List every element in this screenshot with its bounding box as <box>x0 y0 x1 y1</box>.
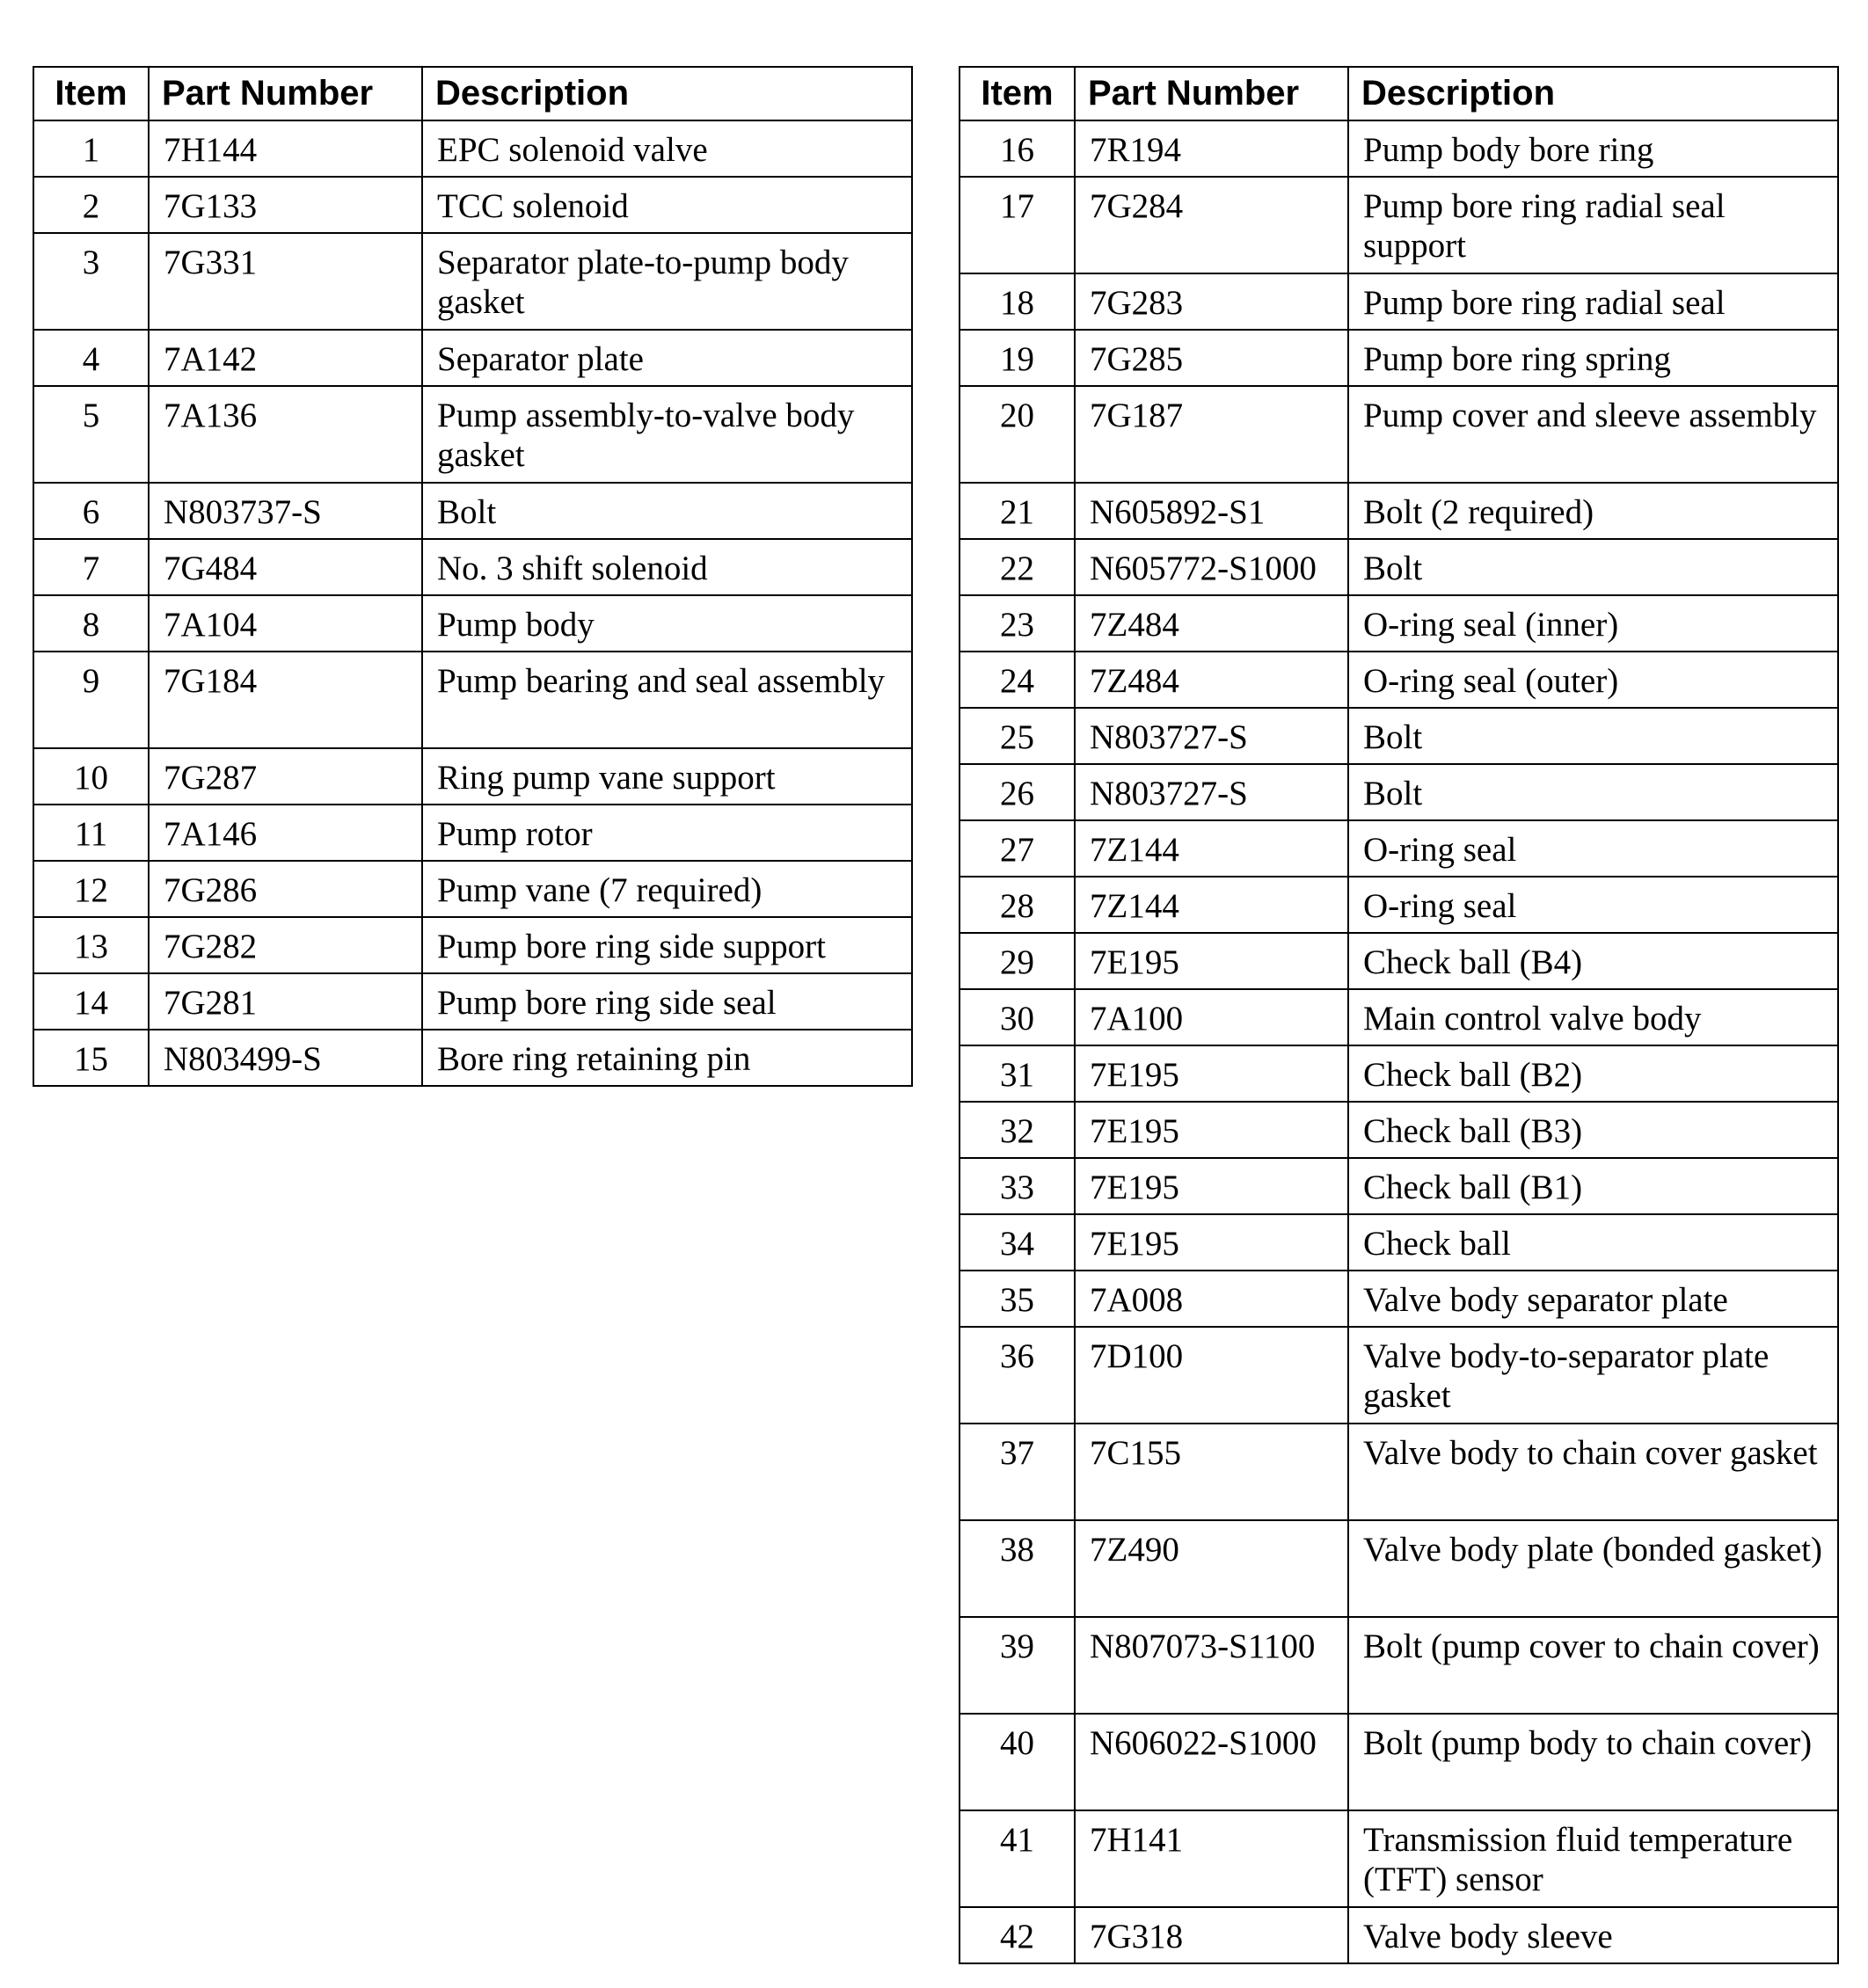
part-number-cell: N606022-S1000 <box>1075 1714 1348 1810</box>
table-row <box>960 1102 1838 1158</box>
item-cell: 32 <box>960 1102 1075 1158</box>
description-cell: Bolt <box>1348 708 1838 764</box>
part-number-cell: 7Z144 <box>1075 820 1348 877</box>
table-row <box>960 1810 1838 1907</box>
item-cell: 15 <box>33 1030 149 1086</box>
part-number-cell: 7A008 <box>1075 1271 1348 1327</box>
table-header-row <box>960 67 1838 120</box>
table-row <box>960 539 1838 595</box>
description-cell: Separator plate <box>422 330 912 386</box>
table-row <box>960 483 1838 539</box>
description-cell: Pump vane (7 required) <box>422 861 912 917</box>
table-row <box>960 1158 1838 1214</box>
item-cell: 14 <box>33 973 149 1030</box>
description-cell: EPC solenoid valve <box>422 120 912 177</box>
description-cell: Check ball (B3) <box>1348 1102 1838 1158</box>
part-number-cell: 7G184 <box>149 652 422 748</box>
item-cell: 26 <box>960 764 1075 820</box>
table-row <box>960 595 1838 652</box>
item-cell: 24 <box>960 652 1075 708</box>
part-number-cell: 7G283 <box>1075 273 1348 330</box>
item-cell: 5 <box>33 386 149 483</box>
description-cell: Pump bearing and seal assembly <box>422 652 912 748</box>
parts-table-right <box>959 66 1839 1964</box>
item-cell: 19 <box>960 330 1075 386</box>
part-number-cell: 7Z484 <box>1075 652 1348 708</box>
item-cell: 21 <box>960 483 1075 539</box>
part-number-cell: 7G281 <box>149 973 422 1030</box>
parts-table-left <box>33 66 913 1087</box>
item-cell: 11 <box>33 805 149 861</box>
item-cell: 16 <box>960 120 1075 177</box>
table-row <box>33 748 912 805</box>
part-number-cell: 7Z490 <box>1075 1520 1348 1617</box>
part-number-cell: N803727-S <box>1075 708 1348 764</box>
part-number-cell: 7Z484 <box>1075 595 1348 652</box>
description-cell: Valve body to chain cover gasket <box>1348 1424 1838 1520</box>
item-cell: 10 <box>33 748 149 805</box>
description-cell: O-ring seal <box>1348 820 1838 877</box>
part-number-cell: 7A142 <box>149 330 422 386</box>
description-cell: Pump bore ring side seal <box>422 973 912 1030</box>
item-cell: 39 <box>960 1617 1075 1714</box>
item-cell: 25 <box>960 708 1075 764</box>
item-cell: 30 <box>960 989 1075 1045</box>
item-cell: 40 <box>960 1714 1075 1810</box>
table-row <box>960 1045 1838 1102</box>
table-row <box>960 1617 1838 1714</box>
item-cell: 20 <box>960 386 1075 483</box>
part-number-cell: 7G284 <box>1075 177 1348 273</box>
table-row <box>960 386 1838 483</box>
part-number-cell: 7A146 <box>149 805 422 861</box>
description-cell: Ring pump vane support <box>422 748 912 805</box>
part-number-cell: N605892-S1 <box>1075 483 1348 539</box>
table-row <box>33 1030 912 1086</box>
part-number-cell: 7G285 <box>1075 330 1348 386</box>
item-cell: 34 <box>960 1214 1075 1271</box>
description-cell: Pump bore ring side support <box>422 917 912 973</box>
part-number-cell: 7G187 <box>1075 386 1348 483</box>
table-row <box>960 1907 1838 1963</box>
part-number-cell: 7Z144 <box>1075 877 1348 933</box>
header-part-number: Part Number <box>149 67 422 120</box>
item-cell: 41 <box>960 1810 1075 1907</box>
part-number-cell: 7E195 <box>1075 1045 1348 1102</box>
part-number-cell: 7G484 <box>149 539 422 595</box>
table-row <box>33 539 912 595</box>
table-row <box>960 1271 1838 1327</box>
item-cell: 9 <box>33 652 149 748</box>
part-number-cell: 7A104 <box>149 595 422 652</box>
table-header-row <box>33 67 912 120</box>
part-number-cell: 7A136 <box>149 386 422 483</box>
description-cell: Pump body bore ring <box>1348 120 1838 177</box>
table-row <box>33 861 912 917</box>
description-cell: Pump body <box>422 595 912 652</box>
item-cell: 27 <box>960 820 1075 877</box>
description-cell: O-ring seal (outer) <box>1348 652 1838 708</box>
part-number-cell: 7A100 <box>1075 989 1348 1045</box>
description-cell: Pump bore ring radial seal support <box>1348 177 1838 273</box>
description-cell: Bolt <box>422 483 912 539</box>
table-row <box>960 1714 1838 1810</box>
description-cell: Main control valve body <box>1348 989 1838 1045</box>
description-cell: Bolt (pump body to chain cover) <box>1348 1714 1838 1810</box>
item-cell: 3 <box>33 233 149 330</box>
table-row <box>960 1520 1838 1617</box>
table-row <box>960 652 1838 708</box>
table-row <box>960 877 1838 933</box>
description-cell: Pump assembly-to-valve body gasket <box>422 386 912 483</box>
item-cell: 13 <box>33 917 149 973</box>
item-cell: 29 <box>960 933 1075 989</box>
part-number-cell: N803727-S <box>1075 764 1348 820</box>
item-cell: 28 <box>960 877 1075 933</box>
description-cell: Transmission fluid temperature (TFT) sensor <box>1348 1810 1838 1907</box>
table-row <box>33 652 912 748</box>
part-number-cell: 7H144 <box>149 120 422 177</box>
part-number-cell: N807073-S1100 <box>1075 1617 1348 1714</box>
item-cell: 1 <box>33 120 149 177</box>
item-cell: 8 <box>33 595 149 652</box>
description-cell: Valve body-to-separator plate gasket <box>1348 1327 1838 1424</box>
description-cell: Bolt (pump cover to chain cover) <box>1348 1617 1838 1714</box>
part-number-cell: 7G318 <box>1075 1907 1348 1963</box>
item-cell: 12 <box>33 861 149 917</box>
table-row <box>960 989 1838 1045</box>
table-row <box>960 120 1838 177</box>
part-number-cell: 7E195 <box>1075 1214 1348 1271</box>
description-cell: Valve body separator plate <box>1348 1271 1838 1327</box>
table-row <box>33 177 912 233</box>
table-row <box>960 1424 1838 1520</box>
item-cell: 2 <box>33 177 149 233</box>
item-cell: 31 <box>960 1045 1075 1102</box>
header-item: Item <box>960 67 1075 120</box>
part-number-cell: 7E195 <box>1075 933 1348 989</box>
item-cell: 38 <box>960 1520 1075 1617</box>
header-part-number: Part Number <box>1075 67 1348 120</box>
part-number-cell: N803499-S <box>149 1030 422 1086</box>
table-row <box>33 233 912 330</box>
table-row <box>33 120 912 177</box>
table-row <box>960 820 1838 877</box>
description-cell: Pump bore ring spring <box>1348 330 1838 386</box>
table-row <box>960 330 1838 386</box>
part-number-cell: 7G331 <box>149 233 422 330</box>
item-cell: 36 <box>960 1327 1075 1424</box>
item-cell: 18 <box>960 273 1075 330</box>
table-row <box>960 933 1838 989</box>
header-description: Description <box>1348 67 1838 120</box>
description-cell: Separator plate-to-pump body gasket <box>422 233 912 330</box>
part-number-cell: 7G286 <box>149 861 422 917</box>
table-row <box>33 386 912 483</box>
item-cell: 35 <box>960 1271 1075 1327</box>
part-number-cell: 7E195 <box>1075 1102 1348 1158</box>
description-cell: Pump cover and sleeve assembly <box>1348 386 1838 483</box>
table-row <box>33 483 912 539</box>
item-cell: 23 <box>960 595 1075 652</box>
item-cell: 6 <box>33 483 149 539</box>
part-number-cell: 7C155 <box>1075 1424 1348 1520</box>
table-row <box>960 1327 1838 1424</box>
description-cell: Check ball (B4) <box>1348 933 1838 989</box>
description-cell: Bolt <box>1348 539 1838 595</box>
part-number-cell: N803737-S <box>149 483 422 539</box>
description-cell: Check ball (B2) <box>1348 1045 1838 1102</box>
table-row <box>33 595 912 652</box>
item-cell: 22 <box>960 539 1075 595</box>
description-cell: Check ball (B1) <box>1348 1158 1838 1214</box>
table-row <box>960 1214 1838 1271</box>
part-number-cell: 7G133 <box>149 177 422 233</box>
table-row <box>960 708 1838 764</box>
item-cell: 7 <box>33 539 149 595</box>
header-item: Item <box>33 67 149 120</box>
part-number-cell: 7R194 <box>1075 120 1348 177</box>
description-cell: Pump bore ring radial seal <box>1348 273 1838 330</box>
description-cell: TCC solenoid <box>422 177 912 233</box>
item-cell: 17 <box>960 177 1075 273</box>
table-row <box>33 973 912 1030</box>
description-cell: O-ring seal <box>1348 877 1838 933</box>
part-number-cell: 7E195 <box>1075 1158 1348 1214</box>
item-cell: 42 <box>960 1907 1075 1963</box>
description-cell: Bolt <box>1348 764 1838 820</box>
part-number-cell: 7G287 <box>149 748 422 805</box>
part-number-cell: 7H141 <box>1075 1810 1348 1907</box>
description-cell: Pump rotor <box>422 805 912 861</box>
part-number-cell: 7G282 <box>149 917 422 973</box>
table-row <box>33 917 912 973</box>
item-cell: 37 <box>960 1424 1075 1520</box>
description-cell: O-ring seal (inner) <box>1348 595 1838 652</box>
table-row <box>960 273 1838 330</box>
description-cell: No. 3 shift solenoid <box>422 539 912 595</box>
description-cell: Bore ring retaining pin <box>422 1030 912 1086</box>
part-number-cell: N605772-S1000 <box>1075 539 1348 595</box>
item-cell: 33 <box>960 1158 1075 1214</box>
item-cell: 4 <box>33 330 149 386</box>
table-row <box>33 330 912 386</box>
table-row <box>960 764 1838 820</box>
description-cell: Bolt (2 required) <box>1348 483 1838 539</box>
header-description: Description <box>422 67 912 120</box>
part-number-cell: 7D100 <box>1075 1327 1348 1424</box>
description-cell: Valve body plate (bonded gasket) <box>1348 1520 1838 1617</box>
description-cell: Check ball <box>1348 1214 1838 1271</box>
table-row <box>960 177 1838 273</box>
description-cell: Valve body sleeve <box>1348 1907 1838 1963</box>
table-row <box>33 805 912 861</box>
